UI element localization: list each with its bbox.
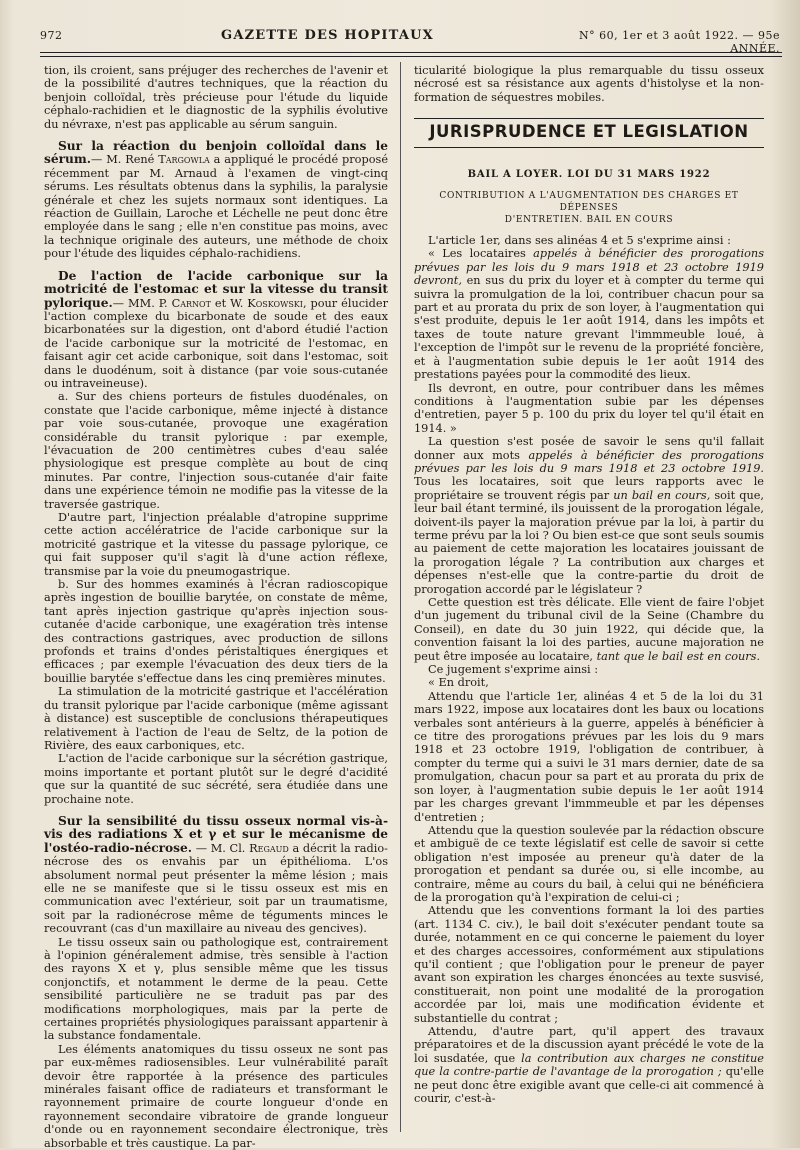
law-quote: « Les locataires appelés à bénéficier des prorogations prévues par les lois du 9 mars 1918 et 23 octobre 1919 devront, en sus du prix du loyer et à compter du terme qui suivra la promulgation de la loi, contribuer chacun pour sa part et au prorata du prix de son loyer, à l'augmentation qui s'est produite, depuis le 1er août 1914, dans les impôts et taxes de toute nature grevant l'immmeuble loué, à l'exception de l'impôt sur le revenu de la propriété foncière, et à l'augmentation subie depuis le 1er août 1914 des prestations payées pour la commodité des lieux. xyxy=(414,247,764,382)
article-heading: De l'action de l'acide carbonique sur la motricité de l'estomac et sur la vitesse du transit pylorique. xyxy=(44,268,388,310)
author-name: Regaud xyxy=(249,841,289,855)
header-rule xyxy=(40,52,782,53)
article-tissu-osseux: Sur la sensibilité du tissu osseux normal vis-à-vis des radiations X et γ et sur le mécanisme de l'ostéo-radio-nécrose. — M. Cl. Regaud a décrit la radio-nécrose des os envahis par un épithélioma. L'os absolument normal peut présenter la même lésion ; mais elle ne se manifeste que si le tissu osseux est mis en communication avec l'extérieur, soit par un traumatisme, soit par la radionécrose même de téguments minces le recouvrant (cas d'un maxillaire au niveau des gencives). xyxy=(44,813,388,936)
page-header xyxy=(40,28,780,55)
column-divider xyxy=(400,62,401,1132)
paragraph: Le tissu osseux sain ou pathologique est, contrairement à l'opinion généralement admise, très sensible à l'action des rayons X et γ, plus sensible même que les tissus conjonctifs, et notamment le derme de la peau. Cette sensibilité particulière ne se traduit pas par des modifications morphologiques, mais par la perte de certaines propriétés physiologiques paraissant appartenir à la substance fondamentale. xyxy=(44,935,388,1043)
header-rule-thin xyxy=(40,56,782,57)
author-name: Carnot xyxy=(171,296,211,310)
paragraph: tion, ils croient, sans préjuger des recherches de l'avenir et de la possibilité d'autres techniques, que la réaction du benjoin colloïdal, très précieuse pour l'étude du liquide céphalo-rachidien et le diagnostic de la syphilis évolutive du névraxe, n'est pas applicable au sérum sanguin. xyxy=(44,64,388,131)
law-quote: Ils devront, en outre, pour contribuer dans les mêmes conditions à l'augmentation subie par les dépenses d'entretien, payer 5 p. 100 du prix du loyer tel qu'il était en 1914. » xyxy=(414,381,764,435)
paragraph: b. Sur des hommes examinés à l'écran radioscopique après ingestion de bouillie barytée, on constate de même, tant après injection gastrique qu'après injection sous-cutanée d'acide carbonique, une exagération très intense des contractions gastriques, avec production de sillons profonds et trains d'ondes péristaltiques énergiques et efficaces ; par exemple l'évacuation des deux tiers de la bouillie barytée s'effectue dans les cinq premières minutes. xyxy=(44,578,388,685)
paragraph: Attendu, d'autre part, qu'il appert des travaux préparatoires et de la discussion ayant précédé le vote de la loi susdatée, que la contribution aux charges ne constitue que la contre-partie de l'avantage de la prorogation ; qu'elle ne peut donc être exigible avant que celle-ci ait commencé à courir, c'est-à- xyxy=(414,1025,764,1106)
case-title: BAIL A LOYER. LOI DU 31 MARS 1922 xyxy=(467,168,711,180)
paragraph: D'autre part, l'injection préalable d'atropine supprime cette action accélératrice de l'acide carbonique sur la motricité gastrique et la vitesse du passage pylorique, ce qui fait supposer qu'il s'agit là d'une action réflexe, transmise par la voie du pneumogastrique. xyxy=(44,511,388,578)
paragraph: Cette question est très délicate. Elle vient de faire l'objet d'un jugement du tribunal civil de la Seine (Chambre du Conseil), en date du 30 juin 1922, qui décide que, la convention faisant la loi des parties, aucune majoration ne peut être imposée au locataire, tant que le bail est en cours. xyxy=(414,596,764,663)
author-name: Targowla xyxy=(158,153,210,167)
left-column xyxy=(44,64,388,1150)
paragraph: « En droit, xyxy=(428,676,489,690)
paragraph: a. Sur des chiens porteurs de fistules duodénales, on constate que l'acide carbonique, même injecté à distance par voie sous-cutanée, provoque une exagération considérable du transit pylorique : par exemple, l'évacuation de 200 centimètres cubes d'eau salée physiologique est presque complète au bout de cinq minutes. Par contre, l'injection sous-cutanée d'air faite dans une expérience témoin ne modifie pas la vitesse de la traversée gastrique. xyxy=(44,390,388,511)
right-column xyxy=(414,64,764,1105)
issue-info: N° 60, 1er et 3 août 1922. — 95e ANNÉE. xyxy=(579,29,780,55)
paragraph: Ce jugement s'exprime ainsi : xyxy=(428,663,599,677)
article-heading: Sur la réaction du benjoin colloïdal dans le sérum. xyxy=(44,139,388,167)
journal-title: GAZETTE DES HOPITAUX xyxy=(221,28,434,43)
paragraph: Attendu que l'article 1er, alinéas 4 et 5 de la loi du 31 mars 1922, impose aux locataires dont les baux ou locations verbales sont antérieurs à la guerre, appelés à bénéficier à ce titre des prorogations prévues par les lois du 9 mars 1918 et 23 octobre 1919, l'obligation de contribuer, à compter du terme qui a suivi le 31 mars dernier, date de sa promulgation, chacun pour sa part et au prorata du prix de son loyer, à l'augmentation subie depuis le 1er août 1914 par les charges grevant l'immmeuble et par les dépenses d'entretien ; xyxy=(414,689,764,824)
paragraph: Attendu que la question soulevée par la rédaction obscure et ambiguë de ce texte législatif est celle de savoir si cette obligation n'est imposée au preneur qu'à dater de la prorogation et pendant sa durée ou, si elle incombe, au contraire, même au cours du bail, à celui qui ne bénéficiera de la prorogation qu'à l'expiration de celui-ci ; xyxy=(414,823,764,904)
paragraph: ticularité biologique la plus remarquable du tissu osseux nécrosé est sa résistance aux agents d'histolyse et la non-formation de séquestres mobiles. xyxy=(414,64,764,104)
section-rule xyxy=(414,118,764,119)
page-number: 972 xyxy=(40,29,63,42)
article-benjoin: Sur la réaction du benjoin colloïdal dans le sérum.— M. René Targowla a appliqué le procédé proposé récemment par M. Arnaud à l'examen de vingt-cinq sérums. Les résultats obtenus dans la syphilis, la paralysie générale et chez les sujets normaux sont identiques. La réaction de Guillain, Laroche et Léchelle ne peut donc être employée dans le sang ; elle n'en constitue pas moins, avec la technique originale des auteurs, une méthode de choix pour l'étude des liquides céphalo-rachidiens. xyxy=(44,139,388,261)
author-name: Koskowski xyxy=(247,296,303,310)
paragraph: L'article 1er, dans ses alinéas 4 et 5 s'exprime ainsi : xyxy=(428,234,731,248)
paragraph: La stimulation de la motricité gastrique et l'accélération du transit pylorique par l'acide carbonique (même agissant à distance) est susceptible de conclusions thérapeutiques relativement à l'action de l'eau de Seltz, de la potion de Rivière, des eaux carboniques, etc. xyxy=(44,685,388,752)
article-acide-carbonique: De l'action de l'acide carbonique sur la motricité de l'estomac et sur la vitesse du transit pylorique.— MM. P. Carnot et W. Koskowski, pour élucider l'action complexe du bicarbonate de soude et des eaux bicarbonatées sur la digestion, ont d'abord étudié l'action de l'acide carbonique sur la motricité de l'estomac, en faisant agir cet acide carbonique, soit dans l'estomac, soit dans le duodénum, soit à distance (par voie sous-cutanée ou intraveineuse). xyxy=(44,268,388,390)
paragraph: La question s'est posée de savoir le sens qu'il fallait donner aux mots appelés à bénéficier des prorogations prévues par les lois du 9 mars 1918 et 23 octobre 1919. Tous les locataires, soit que leurs rapports avec le propriétaire se trouvent régis par un bail en cours, soit que, leur bail étant terminé, ils jouissent de la prorogation légale, doivent-ils payer la majoration prévue par la loi, à partir du terme prévu par la loi ? Ou bien est-ce que sont seuls soumis au paiement de cette majoration les locataires jouissant de la prorogation légale ? La contribution aux charges et dépenses n'est-elle que la contre-partie du droit de prorogation accordé par le législateur ? xyxy=(414,435,764,596)
paragraph: Attendu que les conventions formant la loi des parties (art. 1134 C. civ.), le bail doit s'exécuter pendant toute sa durée, notamment en ce qui concerne le paiement du loyer et des charges accessoires, conformément aux stipulations qu'il contient ; que l'obligation pour le preneur de payer avant son expiration les charges énoncées au texte susvisé, constituerait, non point une modalité de la prorogation accordée par loi, mais une modification évidente et substantielle du contrat ; xyxy=(414,904,764,1025)
article-heading: Sur la sensibilité du tissu osseux normal vis-à-vis des radiations X et γ et sur le mécanisme de l'ostéo-radio-nécrose. xyxy=(44,813,388,855)
paragraph: L'action de l'acide carbonique sur la sécrétion gastrique, moins importante et portant plutôt sur le degré d'acidité que sur la quantité de suc sécrété, sera étudiée dans une prochaine note. xyxy=(44,752,388,806)
paragraph: Les éléments anatomiques du tissu osseux ne sont pas par eux-mêmes radiosensibles. Leur vulnérabilité paraît devoir être rapportée à la présence des particules minérales faisant office de radiateurs et transformant le rayonnement primaire de courte longueur d'onde en rayonnement secondaire vibratoire de grande longueur d'onde ou en rayonnement secondaire électronique, très absorbable et très caustique. La par- xyxy=(44,1042,388,1150)
section-title: JURISPRUDENCE ET LEGISLATION xyxy=(414,121,764,147)
case-subtitle: CONTRIBUTION A L'AUGMENTATION DES CHARGES ET DÉPENSES D'ENTRETIEN. BAIL EN COURS xyxy=(439,191,739,226)
